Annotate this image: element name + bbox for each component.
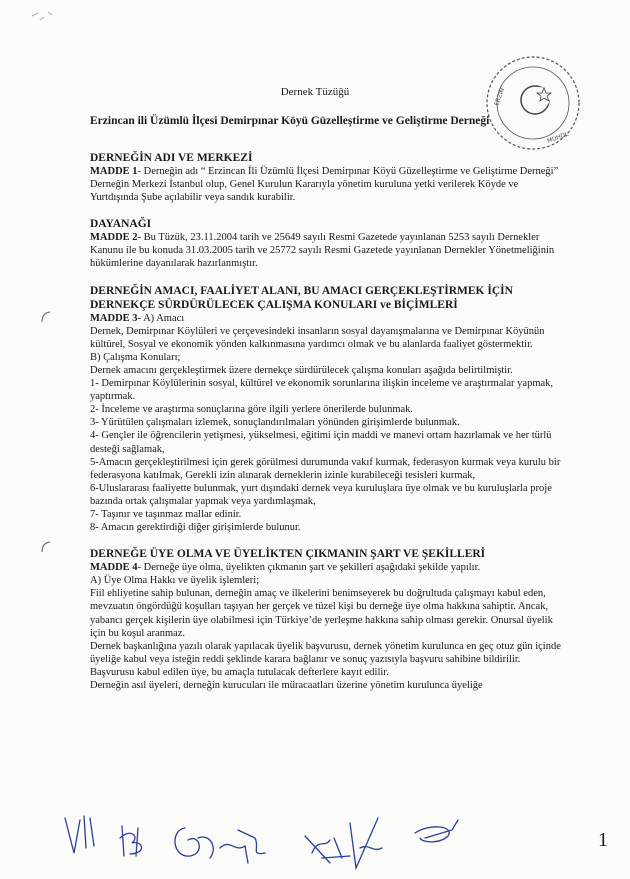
- section-heading: DERNEĞİN ADI VE MERKEZİ: [90, 152, 253, 164]
- signatures-icon: [60, 808, 480, 873]
- article-label: MADDE 2: [90, 232, 138, 244]
- margin-hole-punch-icon: [40, 310, 54, 324]
- list-item: 4- Gençler ile öğrencilerin yetişmesi, yükselmesi, eğitimi için maddi ve manevi ortam hazırlamak ve her türlü desteği sağlamak,: [90, 430, 552, 455]
- article-text: - Derneğe üye olma, üyelikten çıkmanın şart ve şekilleri aşağıdaki şekilde yapılır.: [137, 562, 481, 574]
- article-text: - Derneğin adı “ Erzincan İli Üzümlü İlçesi Demirpınar Köyü Güzelleştirme ve Geliştirme Derneği”: [137, 166, 559, 177]
- subheading: A) Üye Olma Hakkı ve üyelik işlemleri;: [90, 575, 260, 587]
- list-item: 5-Amacın gerçekleştirilmesi için gerek görülmesi durumunda vakıf kurmak, federasyon kurmak veya kurulu bir federasyona katılmak, Gerekli izin alınarak derneklerin izinle kurabileceği tesisleri kurmak,: [90, 456, 561, 481]
- document-subtitle: Erzincan ili Üzümlü İlçesi Demirpınar Köyü Güzelleştirme ve Geliştirme Derneği: [90, 115, 490, 127]
- section-heading: DERNEĞİN AMACI, FAALİYET ALANI, BU AMACI GERÇEKLEŞTİRMEK İÇİN DERNEKÇE SÜRDÜRÜLECEK ÇALIŞMA KONULARI ve BİÇİMLERİ: [90, 284, 513, 311]
- subheading: B) Çalışma Konuları;: [90, 351, 181, 363]
- article-2: [90, 231, 562, 270]
- section-heading: DERNEĞE ÜYE OLMA VE ÜYELİKTEN ÇIKMANIN ŞART VE ŞEKİLLERİ: [90, 548, 486, 561]
- list-item: 8- Amacın gerektirdiği diğer girişimlerde bulunur.: [90, 522, 301, 534]
- paragraph: Dernek amacını gerçekleştirmek üzere dernekçe sürdürülecek çalışma konuları aşağıda belirtilmiştir.: [90, 364, 513, 376]
- paragraph: Fiil ehliyetine sahip bulunan, derneğin amaç ve ilkelerini benimseyerek bu doğrultuda çalışmayı kabul eden, mevzuatın öngördüğü koşulları taşıyan her gerçek ve tüzel kişi bu derneğe üye olma hakkına sahiptir. Ancak, yabancı gerçek kişilerin üye olabilmesi için Türkiye’de yerleşme hakkına sahip olması gerekir. Onursal üyelik için bu koşul aranmaz.: [90, 588, 553, 639]
- svg-text:MUHDL: MUHDL: [546, 130, 570, 145]
- svg-text:ERZIN: ERZIN: [493, 87, 507, 107]
- article-text: - A) Amacı: [137, 312, 185, 324]
- paragraph: Derneğin asıl üyeleri, derneğin kurucuları ile müracaatları üzerine yönetim kurulunca üyeliğe: [90, 680, 483, 691]
- page-number: 1: [598, 829, 608, 851]
- article-3: [90, 312, 562, 325]
- article-label: MADDE 3: [90, 312, 138, 324]
- article-label: MADDE 1: [90, 166, 138, 177]
- article-1: [90, 165, 562, 178]
- list-item: 3- Yürütülen çalışmaları izlemek, sonuçlandırılmaları yönünden girişimlerde bulunmak.: [90, 417, 460, 429]
- paragraph: Dernek, Demirpınar Köylüleri ve çerçevesindeki insanların sosyal dayanışmalarına ve Demirpınar Köyünün kültürel, Sosyal ve ekonomik yönden kalkınmasına yardımcı olmak ve bu alanlarda faaliyet göstermektir.: [90, 325, 545, 350]
- list-item: 6-Uluslararası faaliyette bulunmak, yurt dışındaki dernek veya kuruluşlara üye olmak ve bu kuruluşlarla proje bazında ortak çalışmalar yapmak veya yardımlaşmak,: [90, 482, 552, 507]
- section-heading: DAYANAĞI: [90, 218, 152, 231]
- margin-hole-punch-icon: [40, 540, 54, 554]
- scan-artifact: [30, 8, 60, 28]
- article-text: - Bu Tüzük, 23.11.2004 tarih ve 25649 sayılı Resmi Gazetede yayınlanan 5253 sayılı Dernekler Kanunu ile bu konuda 31.03.2005 tarih ve 25772 sayılı Resmi Gazetede yayınlanan Dernekler Yönetmeliğinin hükümlerine dayanılarak hazırlanmıştır.: [90, 232, 555, 270]
- list-item: 2- İnceleme ve araştırma sonuçlarına göre ilgili yerlere önerilerde bulunmak.: [90, 404, 414, 416]
- document-body: [90, 138, 562, 692]
- paragraph: Derneğin Merkezi İstanbul olup, Genel Kurulun Kararıyla yönetim kuruluna yetki verilerek Köyde ve Yurtdışında Şube açılabilir veya sandık kurabilir.: [90, 179, 519, 204]
- document-title: Dernek Tüzüğü: [280, 86, 350, 98]
- paragraph: Dernek başkanlığına yazılı olarak yapılacak üyelik başvurusu, dernek yönetim kurulunca en geç otuz gün içinde üyeliğe kabul veya isteğin reddi şeklinde karara bağlanır ve sonuç yazısıyla başvuru sahibine bildirilir. Başvurusu kabul edilen üye, bu amaçla tutulacak defterlere kayıt edilir.: [90, 640, 561, 678]
- list-item: 1- Demirpınar Köylülerinin sosyal, kültürel ve ekonomik sorunlarına ilişkin inceleme ve araştırmalar yapmak, yaptırmak.: [90, 378, 554, 403]
- list-item: 7- Taşınır ve taşınmaz mallar edinir.: [90, 508, 242, 520]
- article-label: MADDE 4: [90, 562, 138, 574]
- article-4: [90, 561, 562, 574]
